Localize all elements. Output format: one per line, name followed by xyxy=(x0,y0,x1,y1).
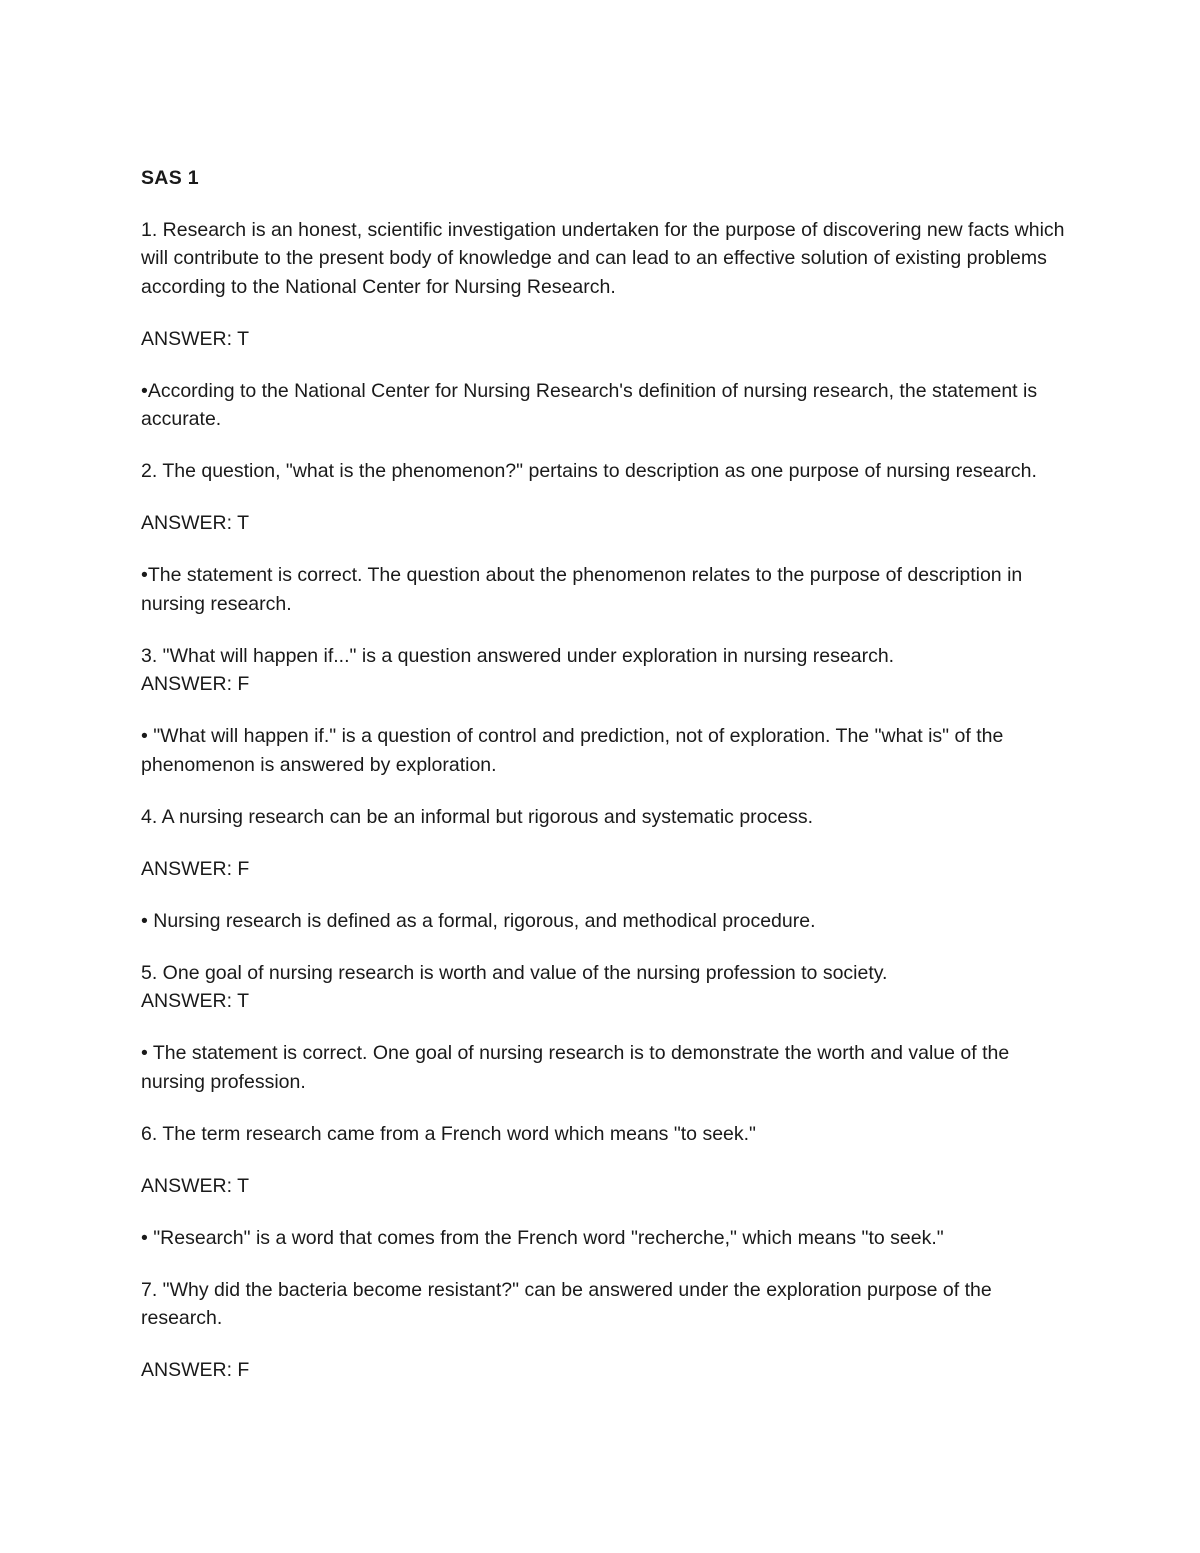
explanation-3: • "What will happen if." is a question of control and prediction, not of exploration. The "what is" of the phenomenon is answered by exploration. xyxy=(141,725,1004,776)
question-1: 1. Research is an honest, scientific investigation undertaken for the purpose of discovering new facts which will contribute to the present body of knowledge and can lead to an effective solution of existing problems according to the National Center for Nursing Research. xyxy=(141,218,1065,298)
answer-6: ANSWER: T xyxy=(141,1174,249,1197)
question-6: 6. The term research came from a French word which means "to seek." xyxy=(141,1122,756,1145)
explanation-5: • The statement is correct. One goal of nursing research is to demonstrate the worth and value of the nursing profession. xyxy=(141,1042,1010,1093)
answer-4: ANSWER: F xyxy=(141,857,250,880)
answer-3: ANSWER: F xyxy=(141,673,250,695)
document-body xyxy=(141,164,1071,1408)
answer-2: ANSWER: T xyxy=(141,512,249,534)
explanation-1: •According to the National Center for Nursing Research's definition of nursing research, the statement is accurate. xyxy=(141,379,1038,430)
answer-7: ANSWER: F xyxy=(141,1359,250,1381)
document-title: SAS 1 xyxy=(141,167,199,189)
question-7: 7. "Why did the bacteria become resistant?" can be answered under the exploration purpose of the research. xyxy=(141,1278,992,1329)
explanation-2: •The statement is correct. The question about the phenomenon relates to the purpose of description in nursing research. xyxy=(141,564,1023,615)
question-4: 4. A nursing research can be an informal but rigorous and systematic process. xyxy=(141,805,814,828)
answer-1: ANSWER: T xyxy=(141,327,249,350)
explanation-6: • "Research" is a word that comes from the French word "recherche," which means "to seek." xyxy=(141,1226,944,1249)
question-2: 2. The question, "what is the phenomenon?" pertains to description as one purpose of nursing research. xyxy=(141,460,1037,482)
question-3: 3. "What will happen if..." is a question answered under exploration in nursing research. xyxy=(141,644,895,667)
question-5: 5. One goal of nursing research is worth and value of the nursing profession to society. xyxy=(141,961,888,984)
explanation-4: • Nursing research is defined as a formal, rigorous, and methodical procedure. xyxy=(141,909,816,932)
answer-5: ANSWER: T xyxy=(141,990,249,1012)
